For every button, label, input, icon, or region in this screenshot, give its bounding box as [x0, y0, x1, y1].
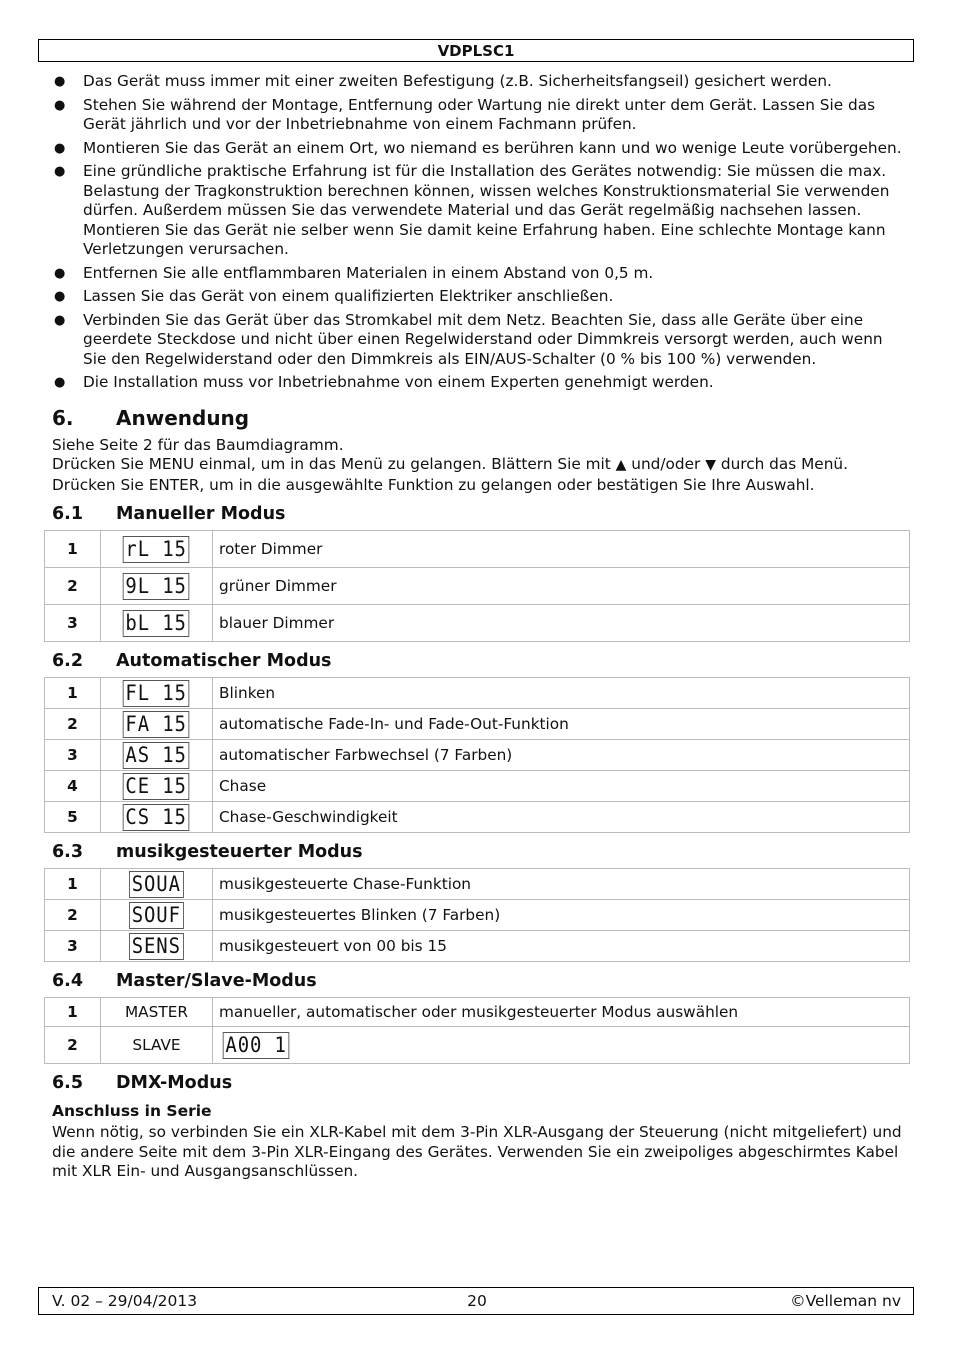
lcd-display: bL 15: [123, 610, 190, 637]
lcd-display: rL 15: [123, 536, 190, 563]
bullet-icon: ●: [54, 74, 66, 89]
lcd-display: SENS: [129, 933, 184, 960]
bullet-icon: ●: [54, 289, 66, 304]
page-header: VDPLSC1: [38, 39, 914, 62]
table-row: 2 SLAVE A00 1: [45, 1027, 910, 1064]
section-heading-6-1: 6.1 Manueller Modus: [52, 504, 286, 524]
section-heading-6-5: 6.5 DMX-Modus: [52, 1073, 233, 1093]
table-row: 2 SOUF musikgesteuertes Blinken (7 Farben): [45, 900, 910, 931]
footer-page-number: 20: [467, 1292, 487, 1310]
section6-intro: Siehe Seite 2 für das Baumdiagramm.: [52, 435, 344, 454]
footer-version: V. 02 – 29/04/2013: [52, 1292, 198, 1310]
automatic-mode-table: [44, 677, 910, 833]
footer-copyright: ©Velleman nv: [790, 1292, 901, 1310]
table-row: 3 SENS musikgesteuert von 00 bis 15: [45, 931, 910, 962]
table-row: 1 FL 15 Blinken: [45, 678, 910, 709]
list-item: ● Verbinden Sie das Gerät über das Stromkabel mit dem Netz. Beachten Sie, dass alle Geräte über eine geerdete Steckdose und nicht über einen Regelwiderstand oder Dimmkreis versorgt werden, auch wenn Sie den Regelwiderstand oder den Dimmkreis als EIN/AUS-Schalter (0 % bis 100 %) verwenden.: [54, 310, 883, 368]
music-mode-table: [44, 868, 910, 962]
list-item: ● Eine gründliche praktische Erfahrung ist für die Installation des Gerätes notwendig: Sie müssen die max. Belastung der Tragkonstruktion berechnen können, wissen welches Konstruktionsmaterial Sie verwenden dürfen. Außerdem müssen Sie das verwendete Material und das Gerät regelmäßig nachsehen lassen. Montieren Sie das Gerät nie selber wenn Sie damit keine Erfahrung haben. Eine schlechte Montage kann Verletzungen verursachen.: [54, 162, 890, 258]
list-item: ● Entfernen Sie alle entflammbaren Materialen in einem Abstand von 0,5 m.: [54, 263, 654, 282]
table-row: 1 MASTER manueller, automatischer oder musikgesteuerter Modus auswählen: [45, 998, 910, 1027]
lcd-display: 9L 15: [123, 573, 190, 600]
list-item: ● Stehen Sie während der Montage, Entfernung oder Wartung nie direkt unter dem Gerät. Lassen Sie das Gerät jährlich und vor der Inbetriebnahme von einem Fachmann prüfen.: [54, 95, 876, 133]
table-row: 4 CE 15 Chase: [45, 771, 910, 802]
dmx-text: Wenn nötig, so verbinden Sie ein XLR-Kabel mit dem 3-Pin XLR-Ausgang der Steuerung (nicht mitgeliefert) und die andere Seite mit dem 3-Pin XLR-Eingang des Gerätes. Verwenden Sie ein zweipoliges abgeschirmtes Kabel mit XLR Ein- und Ausgangsanschlüssen.: [52, 1123, 902, 1180]
master-slave-table: [44, 997, 910, 1064]
page-footer: [38, 1287, 914, 1315]
list-item: ● Das Gerät muss immer mit einer zweiten Befestigung (z.B. Sicherheitsfangseil) gesichert werden.: [54, 72, 832, 90]
subheading-serial-connection: Anschluss in Serie: [52, 1102, 212, 1120]
bullet-icon: ●: [54, 265, 66, 281]
table-row: 2 9L 15 grüner Dimmer: [45, 568, 910, 605]
bullet-icon: ●: [54, 312, 66, 328]
lcd-display: AS 15: [123, 742, 190, 769]
list-item: ● Montieren Sie das Gerät an einem Ort, wo niemand es berühren kann und wo wenige Leute vorübergehen.: [54, 138, 902, 157]
section-heading-6: 6. Anwendung: [52, 405, 250, 430]
lcd-display: FL 15: [123, 680, 190, 707]
lcd-display: CE 15: [123, 773, 190, 800]
up-arrow-icon: ▲: [615, 457, 627, 473]
section-heading-6-3: 6.3 musikgesteuerter Modus: [52, 842, 363, 862]
list-item: ● Lassen Sie das Gerät von einem qualifizierten Elektriker anschließen.: [54, 287, 614, 305]
bullet-icon: ●: [54, 375, 66, 390]
lcd-display: SOUA: [129, 871, 184, 898]
lcd-display: FA 15: [123, 711, 190, 738]
down-arrow-icon: ▼: [705, 457, 716, 473]
manual-mode-table: [44, 530, 910, 642]
safety-list: [52, 72, 910, 393]
bullet-icon: ●: [54, 97, 66, 113]
page-content: [52, 72, 910, 1182]
bullet-icon: ●: [54, 140, 66, 156]
table-row: 1 rL 15 roter Dimmer: [45, 531, 910, 568]
bullet-icon: ●: [54, 164, 66, 179]
section-heading-6-4: 6.4 Master/Slave-Modus: [52, 971, 317, 991]
section6-instructions: Drücken Sie MENU einmal, um in das Menü zu gelangen. Blättern Sie mit ▲ und/oder ▼ durch das Menü. Drücken Sie ENTER, um in die ausgewählte Funktion zu gelangen oder bestätigen Sie Ihre Auswahl.: [52, 455, 848, 494]
lcd-display: A00 1: [223, 1032, 290, 1059]
list-item: ● Die Installation muss vor Inbetriebnahme von einem Experten genehmigt werden.: [54, 373, 714, 391]
table-row: 1 SOUA musikgesteuerte Chase-Funktion: [45, 869, 910, 900]
table-row: 3 AS 15 automatischer Farbwechsel (7 Farben): [45, 740, 910, 771]
section-heading-6-2: 6.2 Automatischer Modus: [52, 651, 332, 671]
table-row: 2 FA 15 automatische Fade-In- und Fade-Out-Funktion: [45, 709, 910, 740]
table-row: 3 bL 15 blauer Dimmer: [45, 605, 910, 642]
lcd-display: CS 15: [123, 804, 190, 831]
lcd-display: SOUF: [129, 902, 184, 929]
table-row: 5 CS 15 Chase-Geschwindigkeit: [45, 802, 910, 833]
